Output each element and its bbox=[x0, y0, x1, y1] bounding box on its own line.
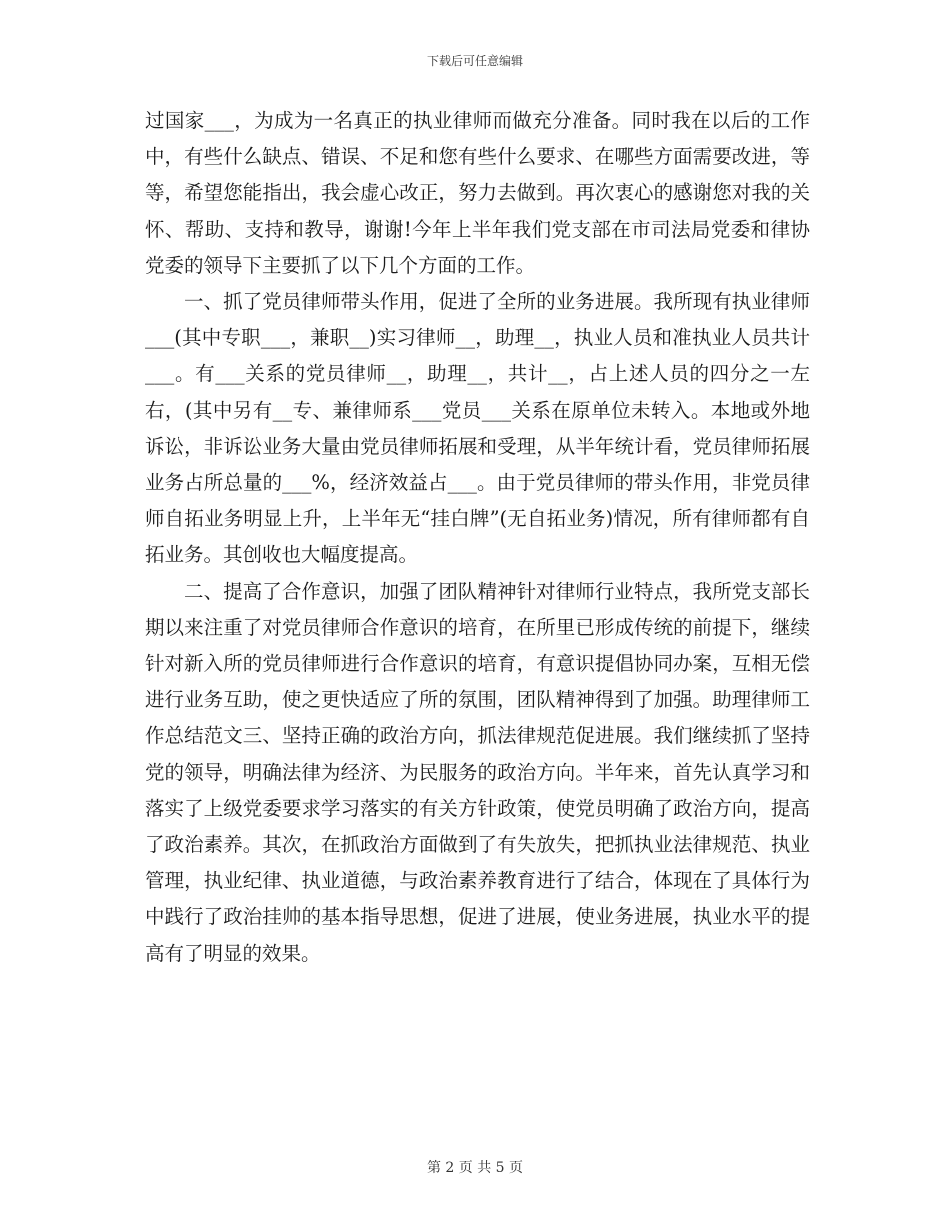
paragraph-3: 二、提高了合作意识，加强了团队精神针对律师行业特点，我所党支部长期以来注重了对党员律师合作意识的培育，在所里已形成传统的前提下，继续针对新入所的党员律师进行合作意识的培育，有意识提倡协同办案，互相无偿进行业务互助，使之更快适应了所的氛围，团队精神得到了加强。助理律师工作总结范文三、坚持正确的政治方向，抓法律规范促进展。我们继续抓了坚持党的领导，明确法律为经济、为民服务的政治方向。半年来，首先认真学习和落实了上级党委要求学习落实的有关方针政策，使党员明确了政治方向，提高了政治素养。其次，在抓政治方面做到了有失放失，把抓执业法律规范、执业管理，执业纪律、执业道德，与政治素养教育进行了结合，体现在了具体行为中践行了政治挂帅的基本指导思想，促进了进展，使业务进展，执业水平的提高有了明显的效果。 bbox=[145, 579, 810, 965]
page-number: 第 2 页 共 5 页 bbox=[426, 1160, 524, 1176]
paragraph-2: 一、抓了党员律师带头作用，促进了全所的业务进展。我所现有执业律师___(其中专职___，兼职__)实习律师__，助理__，执业人员和准执业人员共计___。有___关系的党员律师__，助理__，共计__，占上述人员的四分之一左右，(其中另有__专、兼律师系___党员___关系在原单位未转入。本地或外地诉讼，非诉讼业务大量由党员律师拓展和受理，从半年统计看，党员律师拓展业务占所总量的___%，经济效益占___。由于党员律师的带头作用，非党员律师自拓业务明显上升，上半年无“挂白牌”(无自拓业务)情况，所有律师都有自拓业务。其创收也大幅度提高。 bbox=[145, 290, 810, 567]
page-header-note: 下载后可任意编辑 bbox=[426, 54, 523, 68]
paragraph-1: 过国家___，为成为一名真正的执业律师而做充分准备。同时我在以后的工作中，有些什么缺点、错误、不足和您有些什么要求、在哪些方面需要改进，等等，希望您能指出，我会虚心改正，努力去做到。再次衷心的感谢您对我的关怀、帮助、支持和教导，谢谢!今年上半年我们党支部在市司法局党委和律协党委的领导下主要抓了以下几个方面的工作。 bbox=[145, 109, 810, 277]
document-body bbox=[145, 103, 810, 972]
